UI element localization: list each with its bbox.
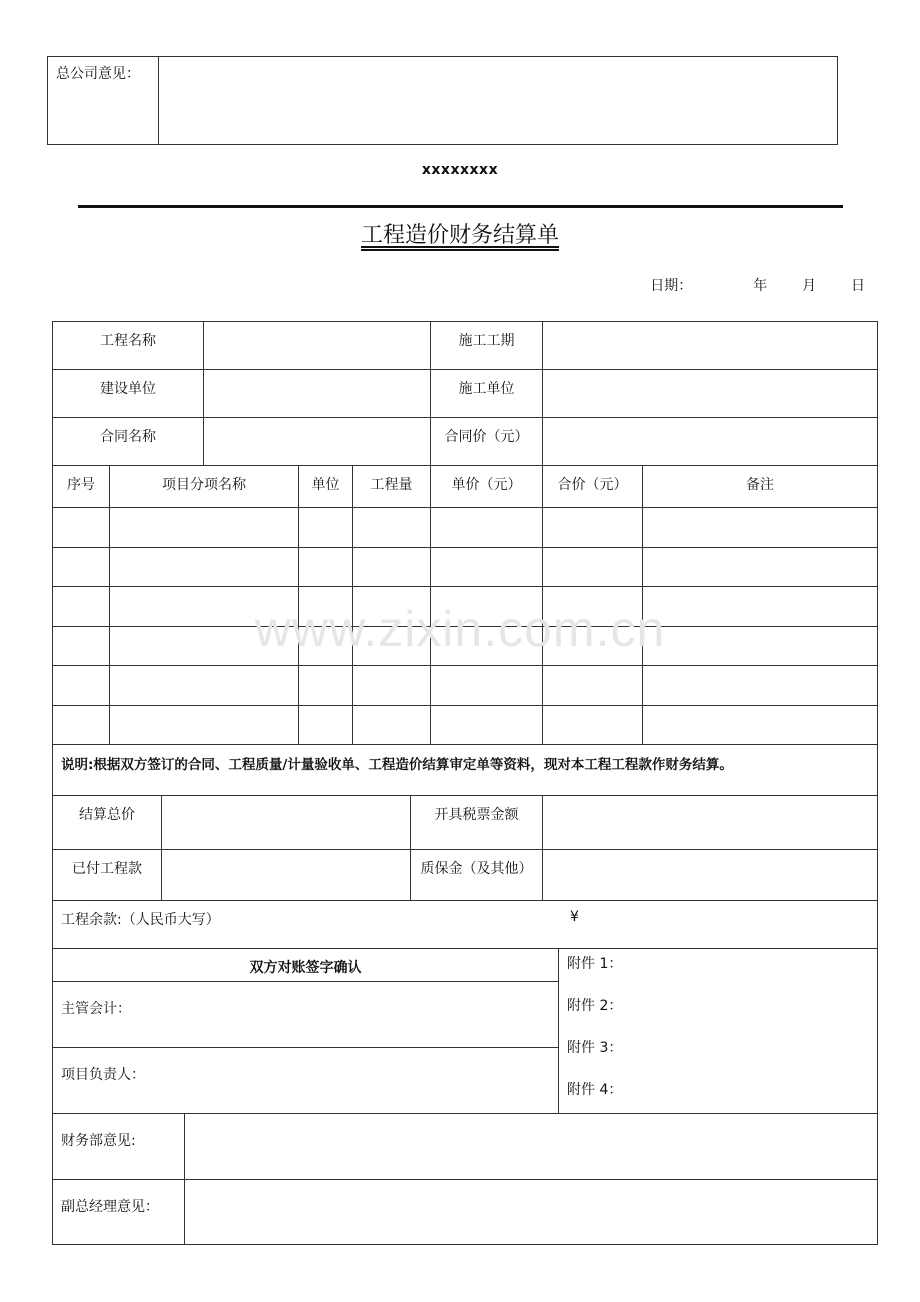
page-title: 工程造价财务结算单 — [360, 223, 559, 248]
retention-label: 质保金（及其他） — [411, 850, 543, 901]
finance-opinion-field[interactable] — [185, 1114, 878, 1180]
manager-signature[interactable] — [53, 1048, 559, 1114]
table-cell[interactable] — [643, 508, 878, 548]
column-header: 备注 — [643, 466, 878, 508]
head-office-opinion-label: 总公司意见： — [48, 57, 159, 145]
confirmation-header: 双方对账签字确认 — [53, 949, 559, 982]
project-name-field[interactable] — [204, 322, 431, 370]
balance-label: 工程余款:（人民币大写） — [61, 912, 220, 928]
head-office-opinion-field[interactable] — [159, 57, 838, 145]
settlement-note: 说明:根据双方签订的合同、工程质量/计量验收单、工程造价结算审定单等资料，现对本工程工程款作财务结算。 — [53, 745, 878, 796]
retention-field[interactable] — [543, 850, 878, 901]
paid-amount-field[interactable] — [162, 850, 411, 901]
table-cell[interactable] — [431, 508, 543, 548]
table-row — [53, 547, 878, 587]
items-table — [52, 465, 878, 745]
table-cell[interactable] — [543, 666, 643, 706]
items-header-row — [53, 466, 878, 508]
table-cell[interactable] — [53, 626, 110, 666]
table-cell[interactable] — [543, 705, 643, 745]
table-cell[interactable] — [431, 547, 543, 587]
vice-gm-opinion-label: 副总经理意见： — [53, 1180, 185, 1245]
column-header: 工程量 — [353, 466, 431, 508]
table-cell[interactable] — [299, 666, 353, 706]
accountant-signature[interactable] — [53, 982, 559, 1048]
table-cell[interactable] — [299, 705, 353, 745]
table-cell[interactable] — [431, 666, 543, 706]
project-info-table — [52, 321, 878, 466]
project-name-label: 工程名称 — [53, 322, 204, 370]
contract-name-label: 合同名称 — [53, 418, 204, 466]
table-cell[interactable] — [431, 626, 543, 666]
attachment-1: 附件 1： — [567, 956, 623, 972]
date-day: 日 — [851, 278, 865, 294]
contractor-unit-label: 施工单位 — [431, 370, 543, 418]
date-label: 日期： — [650, 278, 693, 294]
currency-symbol: ¥ — [570, 909, 579, 925]
total-price-label: 结算总价 — [53, 796, 162, 850]
confirmation-table — [52, 948, 878, 1114]
attachments-cell[interactable] — [559, 949, 878, 1114]
table-cell[interactable] — [543, 587, 643, 627]
table-cell[interactable] — [643, 587, 878, 627]
column-header: 单位 — [299, 466, 353, 508]
table-cell[interactable] — [643, 547, 878, 587]
construction-period-label: 施工工期 — [431, 322, 543, 370]
table-cell[interactable] — [643, 626, 878, 666]
owner-unit-field[interactable] — [204, 370, 431, 418]
table-cell[interactable] — [53, 508, 110, 548]
table-cell[interactable] — [299, 508, 353, 548]
table-cell[interactable] — [110, 705, 299, 745]
column-header: 序号 — [53, 466, 110, 508]
table-cell[interactable] — [431, 587, 543, 627]
column-header: 项目分项名称 — [110, 466, 299, 508]
table-cell[interactable] — [110, 547, 299, 587]
owner-unit-label: 建设单位 — [53, 370, 204, 418]
vice-gm-opinion-field[interactable] — [185, 1180, 878, 1245]
table-cell[interactable] — [543, 626, 643, 666]
table-cell[interactable] — [53, 547, 110, 587]
construction-period-field[interactable] — [543, 322, 878, 370]
attachment-4: 附件 4： — [567, 1082, 623, 1098]
table-row — [53, 587, 878, 627]
table-cell[interactable] — [299, 547, 353, 587]
opinions-table — [52, 1113, 878, 1245]
table-cell[interactable] — [299, 626, 353, 666]
table-row — [53, 705, 878, 745]
table-cell[interactable] — [299, 587, 353, 627]
table-cell[interactable] — [110, 508, 299, 548]
manager-label: 项目负责人： — [61, 1067, 145, 1083]
column-header: 单价（元） — [431, 466, 543, 508]
balance-row[interactable] — [53, 901, 878, 949]
finance-opinion-label: 财务部意见: — [53, 1114, 185, 1180]
attachment-3: 附件 3： — [567, 1040, 623, 1056]
total-price-field[interactable] — [162, 796, 411, 850]
table-cell[interactable] — [353, 705, 431, 745]
invoice-amount-field[interactable] — [543, 796, 878, 850]
table-row — [53, 508, 878, 548]
table-cell[interactable] — [53, 587, 110, 627]
table-cell[interactable] — [110, 587, 299, 627]
table-cell[interactable] — [353, 626, 431, 666]
attachment-2: 附件 2： — [567, 998, 623, 1014]
table-cell[interactable] — [543, 508, 643, 548]
table-cell[interactable] — [353, 666, 431, 706]
contract-name-field[interactable] — [204, 418, 431, 466]
head-office-opinion-box — [47, 56, 838, 145]
contractor-unit-field[interactable] — [543, 370, 878, 418]
settlement-table — [52, 744, 878, 949]
date-row — [650, 275, 865, 295]
header-rule — [78, 205, 843, 208]
contract-price-label: 合同价（元） — [431, 418, 543, 466]
table-row — [53, 666, 878, 706]
company-name: xxxxxxxx — [421, 162, 499, 178]
table-row — [53, 626, 878, 666]
watermark: www.zixin.com.cn — [254, 601, 666, 657]
table-cell[interactable] — [431, 705, 543, 745]
table-cell[interactable] — [353, 547, 431, 587]
table-cell[interactable] — [353, 587, 431, 627]
contract-price-field[interactable] — [543, 418, 878, 466]
table-cell[interactable] — [543, 547, 643, 587]
table-cell[interactable] — [53, 666, 110, 706]
date-year: 年 — [753, 278, 768, 294]
table-cell[interactable] — [643, 666, 878, 706]
column-header: 合价（元） — [543, 466, 643, 508]
invoice-amount-label: 开具税票金额 — [411, 796, 543, 850]
table-cell[interactable] — [110, 666, 299, 706]
table-cell[interactable] — [353, 508, 431, 548]
table-cell[interactable] — [110, 626, 299, 666]
table-cell[interactable] — [53, 705, 110, 745]
accountant-label: 主管会计： — [61, 1001, 131, 1017]
paid-amount-label: 已付工程款 — [53, 850, 162, 901]
table-cell[interactable] — [643, 705, 878, 745]
date-month: 月 — [802, 278, 817, 294]
